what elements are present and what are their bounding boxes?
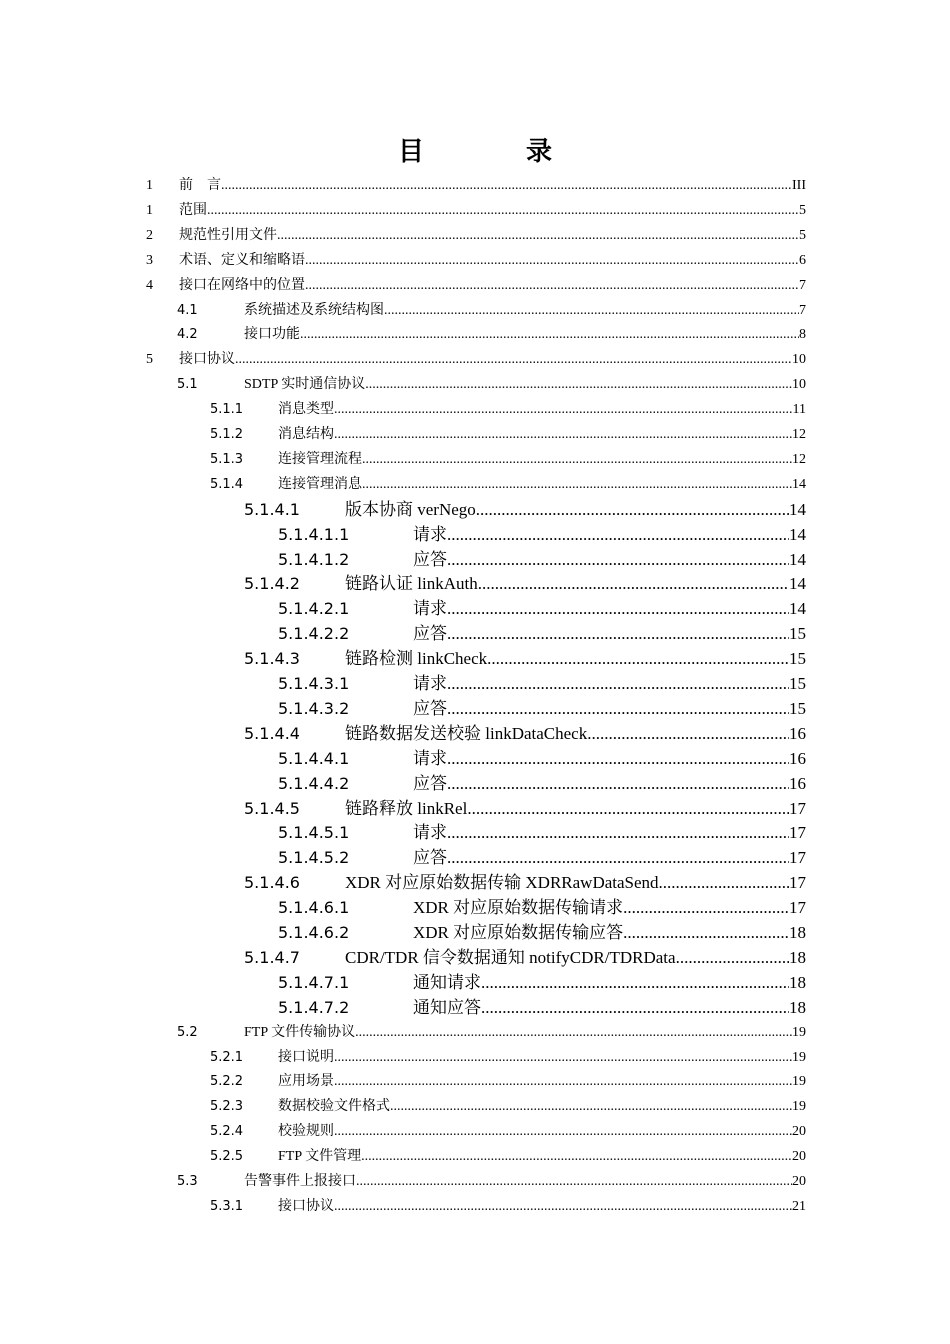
toc-entry-page-number: 11 — [792, 402, 806, 418]
toc-entry-title: 消息结构 — [278, 427, 334, 442]
toc-dot-leader — [623, 896, 789, 921]
toc-title: 目 录 — [397, 137, 590, 167]
toc-entry-number: 5.1.4.5 — [244, 798, 300, 818]
toc-entry-number: 5.1 — [177, 377, 198, 393]
toc-entry-page-number: 20 — [792, 1174, 806, 1189]
toc-dot-leader — [334, 398, 793, 423]
toc-entry-title: XDR 对应原始数据传输 XDRRawDataSend — [345, 873, 659, 893]
toc-dot-leader — [390, 1095, 792, 1120]
toc-entry-number: 5.1.4.5.2 — [278, 848, 350, 868]
toc-entry-page-number: 12 — [792, 451, 806, 467]
toc-entry-page-number: 21 — [792, 1198, 806, 1214]
toc-entry[interactable] — [278, 697, 806, 722]
toc-entry-number: 1 — [146, 178, 153, 193]
toc-entry-number: 5.3.1 — [210, 1198, 244, 1214]
toc-dot-leader — [355, 1021, 792, 1046]
toc-entry-title: 规范性引用文件 — [179, 227, 277, 243]
toc-entry-number: 5.1.4.1.1 — [278, 524, 350, 544]
toc-entry-page-number: 18 — [789, 972, 806, 992]
toc-dot-leader — [356, 1170, 792, 1195]
toc-entry-title: 消息类型 — [278, 402, 334, 418]
toc-entry-page-number: 17 — [789, 848, 806, 868]
toc-entry-page-number: 17 — [789, 823, 806, 843]
toc-dot-leader — [623, 921, 789, 946]
toc-entry-page-number: 5 — [799, 227, 806, 243]
toc-entry-title: XDR 对应原始数据传输请求 — [413, 898, 624, 918]
toc-entry-title: 连接管理流程 — [278, 451, 362, 467]
toc-entry-number: 5.1.4.6 — [244, 873, 300, 893]
toc-entry[interactable] — [210, 398, 806, 423]
toc-entry-page-number: 7 — [799, 302, 806, 318]
toc-entry-number: 5.1.4.7 — [244, 947, 300, 967]
toc-entry-title: 通知请求 — [413, 972, 481, 992]
toc-entry-number: 5.1.4.6.2 — [278, 923, 350, 942]
toc-entry[interactable] — [177, 1021, 806, 1046]
toc-entry[interactable] — [278, 622, 806, 647]
toc-entry-number: 5.1.1 — [210, 402, 244, 418]
toc-dot-leader — [447, 747, 789, 772]
toc-dot-leader — [305, 249, 799, 274]
toc-dot-leader — [277, 224, 799, 249]
toc-entry-page-number: 10 — [792, 377, 806, 393]
toc-entry-page-number: 10 — [792, 352, 806, 368]
toc-entry-title: 接口协议 — [278, 1198, 334, 1214]
toc-entry-title: 请求 — [413, 748, 447, 768]
toc-entry-page-number: 15 — [789, 649, 806, 669]
toc-entry-number: 5.1.3 — [210, 451, 244, 467]
toc-entry-title: 请求 — [413, 524, 447, 544]
toc-entry-page-number: 18 — [789, 947, 806, 967]
toc-entry-page-number: 16 — [789, 723, 806, 743]
toc-entry[interactable] — [146, 174, 806, 199]
toc-entry-number: 5.1.4.3.2 — [278, 698, 350, 718]
toc-dot-leader — [587, 722, 789, 747]
toc-entry-number: 5.2 — [177, 1024, 198, 1040]
toc-dot-leader — [334, 1070, 792, 1095]
toc-entry[interactable] — [146, 224, 806, 249]
toc-entry-title: XDR 对应原始数据传输应答 — [413, 923, 624, 942]
toc-dot-leader — [334, 423, 792, 448]
toc-entry[interactable] — [244, 647, 806, 672]
toc-entry-number: 3 — [146, 252, 153, 268]
toc-entry-page-number: 14 — [789, 524, 806, 544]
toc-dot-leader — [334, 1046, 792, 1071]
toc-entry-title: 链路检测 linkCheck — [345, 649, 488, 669]
toc-entry-title: 范围 — [179, 202, 207, 218]
toc-entry-number: 4 — [146, 277, 153, 293]
toc-entry-number: 5.1.4.2.2 — [278, 624, 350, 644]
toc-entry-title: 应答 — [413, 698, 447, 718]
toc-entry[interactable] — [244, 572, 806, 597]
toc-entry-number: 5.1.4.1.2 — [278, 549, 350, 569]
toc-entry[interactable] — [210, 1070, 806, 1095]
toc-dot-leader — [447, 772, 789, 797]
toc-entry-title: 应答 — [413, 549, 447, 569]
toc-entry[interactable] — [244, 797, 806, 822]
toc-entry[interactable] — [210, 1145, 806, 1170]
toc-entry-page-number: 17 — [789, 798, 806, 818]
toc-entry-page-number: 19 — [792, 1099, 806, 1115]
toc-entry-title: 请求 — [413, 674, 447, 693]
toc-entry-title: 接口功能 — [244, 327, 300, 343]
toc-entry-title: 应答 — [413, 773, 447, 793]
toc-entry-page-number: 18 — [789, 997, 806, 1017]
toc-entry-page-number: 14 — [789, 574, 806, 594]
toc-entry-number: 4.2 — [177, 327, 198, 343]
toc-entry-number: 5.1.4.7.2 — [278, 997, 350, 1017]
toc-entry-number: 5.1.4.2.1 — [278, 599, 350, 619]
toc-entry-number: 5.1.4.6.1 — [278, 898, 350, 918]
toc-dot-leader — [362, 448, 792, 473]
toc-entry-page-number: 15 — [789, 698, 806, 718]
toc-entry-number: 5.1.4.2 — [244, 574, 300, 594]
toc-dot-leader — [334, 1120, 792, 1145]
toc-entry-title: 链路数据发送校验 linkDataCheck — [345, 723, 588, 743]
toc-dot-leader — [221, 174, 792, 199]
toc-entry-number: 5.1.4.4.1 — [278, 748, 350, 768]
toc-entry[interactable] — [146, 274, 806, 299]
toc-entry[interactable] — [278, 846, 806, 871]
toc-entry-title: SDTP 实时通信协议 — [244, 377, 366, 393]
toc-dot-leader — [384, 299, 799, 324]
toc-entry[interactable] — [210, 1195, 806, 1220]
toc-entry-title: 版本协商 verNego — [345, 499, 476, 519]
toc-entry-title: 链路释放 linkRel — [345, 798, 468, 818]
toc-entry-title: 接口说明 — [278, 1049, 334, 1065]
toc-entry[interactable] — [278, 996, 806, 1021]
toc-entry-page-number: III — [792, 178, 806, 193]
toc-dot-leader — [659, 871, 789, 896]
toc-dot-leader — [447, 523, 789, 548]
toc-entry-title: CDR/TDR 信令数据通知 notifyCDR/TDRData — [345, 947, 676, 967]
toc-entry[interactable] — [177, 323, 806, 348]
toc-dot-leader — [447, 622, 789, 647]
toc-entry-number: 5.2.1 — [210, 1049, 244, 1065]
toc-dot-leader — [447, 548, 789, 573]
toc-entry-page-number: 19 — [792, 1049, 806, 1065]
toc-dot-leader — [478, 572, 789, 597]
toc-entry-page-number: 14 — [789, 599, 806, 619]
toc-entry[interactable] — [210, 448, 806, 473]
toc-dot-leader — [447, 697, 789, 722]
toc-entry[interactable] — [278, 747, 806, 772]
toc-entry-page-number: 20 — [792, 1149, 806, 1165]
toc-dot-leader — [447, 821, 789, 846]
toc-entry-number: 1 — [146, 202, 153, 218]
toc-dot-leader — [481, 996, 789, 1021]
toc-entry-title: 系统描述及系统结构图 — [244, 302, 384, 318]
toc-entry-page-number: 6 — [799, 252, 806, 268]
toc-entry-title: 链路认证 linkAuth — [345, 574, 478, 594]
toc-dot-leader — [467, 797, 789, 822]
toc-entry[interactable] — [278, 921, 806, 946]
toc-entry[interactable] — [210, 473, 806, 498]
toc-entry[interactable] — [278, 523, 806, 548]
toc-entry-number: 5.1.4.7.1 — [278, 972, 350, 992]
toc-entry-number: 5.2.2 — [210, 1074, 244, 1090]
toc-entry[interactable] — [244, 498, 806, 523]
toc-entry-title: 请求 — [413, 823, 447, 843]
toc-entry-page-number: 17 — [789, 898, 806, 918]
toc-entry-title: 请求 — [413, 599, 447, 619]
toc-entry-page-number: 14 — [789, 499, 806, 519]
toc-entry-number: 5.1.4.3.1 — [278, 674, 350, 693]
toc-entry[interactable] — [177, 1170, 806, 1195]
toc-entry-title: 应用场景 — [278, 1074, 334, 1090]
toc-dot-leader — [447, 597, 789, 622]
toc-entry[interactable] — [210, 1120, 806, 1145]
toc-entry-page-number: 15 — [789, 674, 806, 693]
toc-entry[interactable] — [210, 423, 806, 448]
toc-dot-leader — [476, 498, 789, 523]
toc-entry-number: 5.1.4 — [210, 476, 244, 492]
toc-entry[interactable] — [210, 1046, 806, 1071]
toc-entry-title: 数据校验文件格式 — [278, 1099, 390, 1115]
toc-entry-title: 连接管理消息 — [278, 476, 362, 492]
toc-dot-leader — [447, 672, 789, 697]
toc-dot-leader — [300, 323, 799, 348]
toc-entry-page-number: 19 — [792, 1024, 806, 1040]
toc-entry-page-number: 12 — [792, 427, 806, 442]
toc-entry-number: 5.1.4.1 — [244, 499, 300, 519]
toc-dot-leader — [362, 473, 792, 498]
toc-dot-leader — [365, 373, 792, 398]
toc-entry[interactable] — [177, 373, 806, 398]
toc-entry-page-number: 17 — [789, 873, 806, 893]
toc-entry-page-number: 5 — [799, 202, 806, 218]
toc-entry-page-number: 14 — [789, 549, 806, 569]
toc-entry-number: 5.2.5 — [210, 1149, 244, 1165]
toc-entry-title: 应答 — [413, 624, 447, 644]
toc-entry-number: 5 — [146, 352, 153, 368]
toc-entry-number: 5.2.3 — [210, 1099, 244, 1115]
toc-entry-page-number: 19 — [792, 1074, 806, 1090]
toc-entry-number: 5.3 — [177, 1174, 198, 1189]
toc-entry-title: 告警事件上报接口 — [244, 1174, 356, 1189]
toc-entry[interactable] — [146, 249, 806, 274]
toc-entry[interactable] — [244, 871, 806, 896]
toc-entry-title: FTP 文件管理 — [278, 1149, 362, 1165]
toc-entry-number: 5.1.4.3 — [244, 649, 300, 669]
toc-dot-leader — [676, 946, 789, 971]
toc-entry-page-number: 18 — [789, 923, 806, 942]
toc-entry[interactable] — [278, 548, 806, 573]
toc-entry[interactable] — [278, 896, 806, 921]
toc-entry-page-number: 14 — [792, 476, 806, 492]
toc-entry-title: 通知应答 — [413, 997, 481, 1017]
toc-entry[interactable] — [278, 772, 806, 797]
toc-entry[interactable] — [278, 597, 806, 622]
toc-entry[interactable] — [146, 348, 806, 373]
toc-dot-leader — [447, 846, 789, 871]
toc-entry-title: 前 言 — [179, 178, 221, 193]
toc-entry-page-number: 20 — [792, 1124, 806, 1140]
toc-dot-leader — [235, 348, 792, 373]
toc-entry-number: 5.1.4.4 — [244, 723, 300, 743]
toc-entry-number: 5.1.2 — [210, 427, 244, 442]
toc-entry-page-number: 16 — [789, 773, 806, 793]
toc-dot-leader — [207, 199, 799, 224]
toc-entry[interactable] — [278, 971, 806, 996]
toc-entry-title: FTP 文件传输协议 — [244, 1024, 356, 1040]
toc-entry-page-number: 8 — [799, 327, 806, 343]
toc-entry-number: 5.2.4 — [210, 1124, 244, 1140]
toc-dot-leader — [334, 1195, 792, 1220]
toc-entry[interactable] — [244, 722, 806, 747]
toc-entry[interactable] — [146, 199, 806, 224]
toc-entry-title: 接口协议 — [179, 352, 235, 368]
toc-entry-number: 5.1.4.5.1 — [278, 823, 350, 843]
toc-entry[interactable] — [244, 946, 806, 971]
toc-entry-page-number: 15 — [789, 624, 806, 644]
toc-entry[interactable] — [278, 672, 806, 697]
toc-entry[interactable] — [278, 821, 806, 846]
toc-entry[interactable] — [210, 1095, 806, 1120]
toc-entry-page-number: 16 — [789, 748, 806, 768]
toc-dot-leader — [361, 1145, 792, 1170]
toc-dot-leader — [481, 971, 789, 996]
toc-entry[interactable] — [177, 299, 806, 324]
toc-entry-number: 2 — [146, 227, 153, 243]
toc-dot-leader — [305, 274, 799, 299]
toc-entry-page-number: 7 — [799, 277, 806, 293]
toc-entry-number: 4.1 — [177, 302, 198, 318]
toc-dot-leader — [487, 647, 789, 672]
toc-entry-title: 术语、定义和缩略语 — [179, 252, 305, 268]
toc-entry-title: 校验规则 — [278, 1124, 334, 1140]
toc-entry-number: 5.1.4.4.2 — [278, 773, 350, 793]
toc-entry-title: 应答 — [413, 848, 447, 868]
toc-entry-title: 接口在网络中的位置 — [179, 277, 305, 293]
